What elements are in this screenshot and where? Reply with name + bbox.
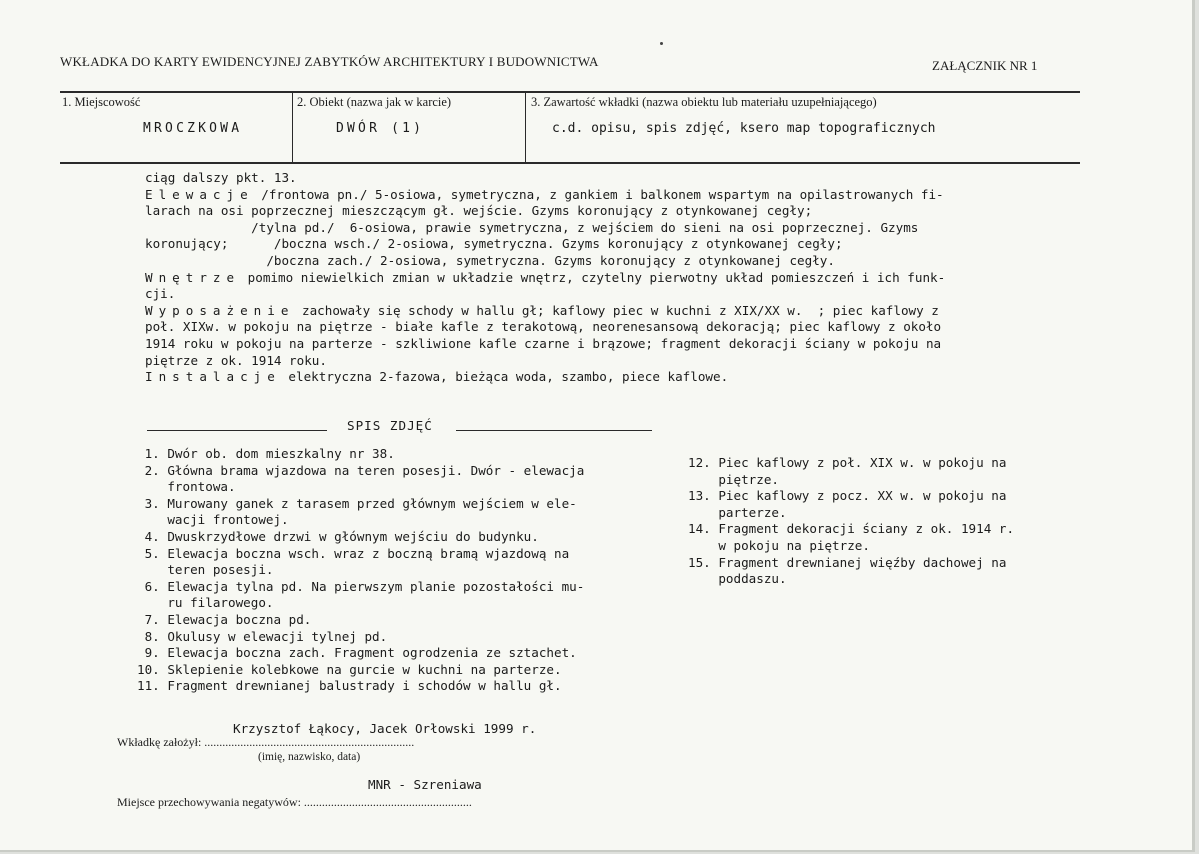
description-line: koronujący; /boczna wsch./ 2-osiowa, symetryczna. Gzyms koronujący z otynkowanej cegły;	[145, 236, 843, 252]
author-value: Krzysztof Łąkocy, Jacek Orłowski 1999 r.	[233, 721, 537, 736]
description-line: /boczna zach./ 2-osiowa, symetryczna. Gzyms koronujący z otynkowanej cegły.	[145, 252, 835, 268]
table-bottom-rule	[60, 162, 1080, 164]
description-line: larach na osi poprzecznej mieszczącym gł. wejście. Gzyms koronujący z otynkowanej cegły;	[145, 203, 813, 219]
description-line: ciąg dalszy pkt. 13.	[145, 170, 297, 185]
list-item: 14. Fragment dekoracji ściany z ok. 1914 r.	[688, 521, 1015, 537]
list-item: 3. Murowany ganek z tarasem przed głównym wejściem w ele-	[137, 495, 577, 511]
list-item: 11. Fragment drewnianej balustrady i schodów w hallu gł.	[137, 678, 562, 694]
list-item: 12. Piec kaflowy z poł. XIX w. w pokoju na	[688, 455, 1007, 470]
field-label-locality: 1. Miejscowość	[62, 95, 141, 109]
stray-dot	[660, 42, 663, 45]
list-item: poddaszu.	[688, 571, 787, 587]
list-item: 8. Okulusy w elewacji tylnej pd.	[137, 628, 388, 644]
section-lead: Elewacje	[145, 186, 254, 202]
section-lead: Wyposażenie	[145, 302, 295, 318]
description-body	[145, 170, 945, 386]
section-lead: Instalacje	[145, 369, 281, 385]
list-item: 9. Elewacja boczna zach. Fragment ogrodzenia ze sztachet.	[137, 645, 577, 661]
annex-label: ZAŁĄCZNIK NR 1	[932, 58, 1038, 73]
list-item: 2. Główna brama wjazdowa na teren posesji. Dwór - elewacja	[137, 462, 585, 478]
description-line: Wyposażenie zachowały się schody w hallu gł; kaflowy piec w kuchni z XIX/XX w. ; piec kaflowy z	[145, 302, 939, 318]
author-label: Wkładkę założył: ......................................................................	[117, 735, 415, 749]
list-item: 6. Elewacja tylna pd. Na pierwszym planie pozostałości mu-	[137, 578, 585, 594]
list-item: 7. Elewacja boczna pd.	[137, 611, 312, 627]
photo-list-left	[137, 446, 584, 695]
list-item: wacji frontowej.	[137, 512, 289, 528]
list-item: parterze.	[688, 504, 787, 520]
list-item: frontowa.	[137, 479, 236, 495]
field-value-object: DWÓR (1)	[336, 121, 425, 136]
list-item: 13. Piec kaflowy z pocz. XX w. w pokoju na	[688, 488, 1007, 504]
description-line: piętrze z ok. 1914 roku.	[145, 352, 327, 368]
field-value-contents: c.d. opisu, spis zdjęć, ksero map topograficznych	[552, 121, 936, 136]
list-item: 5. Elewacja boczna wsch. wraz z boczną bramą wjazdową na	[137, 545, 570, 561]
table-top-rule	[60, 91, 1080, 93]
negatives-location-label: Miejsce przechowywania negatywów: ........................................................	[117, 795, 472, 809]
description-line: Wnętrze pomimo niewielkich zmian w układzie wnętrz, czytelny pierwotny układ pomieszczeń i ich funk-	[145, 269, 946, 285]
negatives-location-value: MNR - Szreniawa	[368, 777, 482, 792]
field-label-object: 2. Obiekt (nazwa jak w karcie)	[297, 95, 452, 109]
photo-list-right	[688, 455, 1014, 588]
description-line: Instalacje elektryczna 2-fazowa, bieżąca woda, szambo, piece kaflowe.	[145, 369, 729, 385]
list-item: 1. Dwór ob. dom mieszkalny nr 38.	[137, 446, 395, 461]
field-label-contents: 3. Zawartość wkładki (nazwa obiektu lub materiału uzupełniającego)	[531, 95, 877, 109]
list-item: 10. Sklepienie kolebkowe na gurcie w kuchni na parterze.	[137, 661, 562, 677]
field-value-locality: MROCZKOWA	[143, 121, 243, 136]
description-line: /tylna pd./ 6-osiowa, prawie symetryczna, z wejściem do sieni na osi poprzecznej. Gzyms	[145, 219, 919, 235]
description-line: poł. XIXw. w pokoju na piętrze - białe kafle z terakotową, neorenesansową dekoracją; piec kaflowy z około	[145, 319, 942, 335]
author-sublabel: (imię, nazwisko, data)	[258, 751, 361, 763]
description-line: Elewacje /frontowa pn./ 5-osiowa, symetryczna, z gankiem i balkonem wspartym na opilastrowanych fi-	[145, 186, 944, 202]
list-item: teren posesji.	[137, 562, 274, 578]
list-item: 15. Fragment drewnianej więźby dachowej na	[688, 554, 1007, 570]
spis-rule-right	[456, 430, 652, 431]
form-title: WKŁADKA DO KARTY EWIDENCYJNEJ ZABYTKÓW ARCHITEKTURY I BUDOWNICTWA	[60, 54, 599, 69]
photo-list-title: SPIS ZDJĘĆ	[347, 418, 433, 433]
list-item: 4. Dwuskrzydłowe drzwi w głównym wejściu do budynku.	[137, 528, 539, 544]
table-divider-2	[525, 91, 526, 163]
description-line: cji.	[145, 286, 176, 302]
description-line: 1914 roku w pokoju na parterze - szkliwione kafle czarne i brązowe; fragment dekoracji ściany w pokoju na	[145, 335, 942, 351]
list-item: piętrze.	[688, 471, 779, 487]
list-item: w pokoju na piętrze.	[688, 537, 870, 553]
spis-rule-left	[147, 430, 327, 431]
table-divider-1	[292, 91, 293, 163]
section-lead: Wnętrze	[145, 269, 241, 285]
list-item: ru filarowego.	[137, 595, 274, 611]
